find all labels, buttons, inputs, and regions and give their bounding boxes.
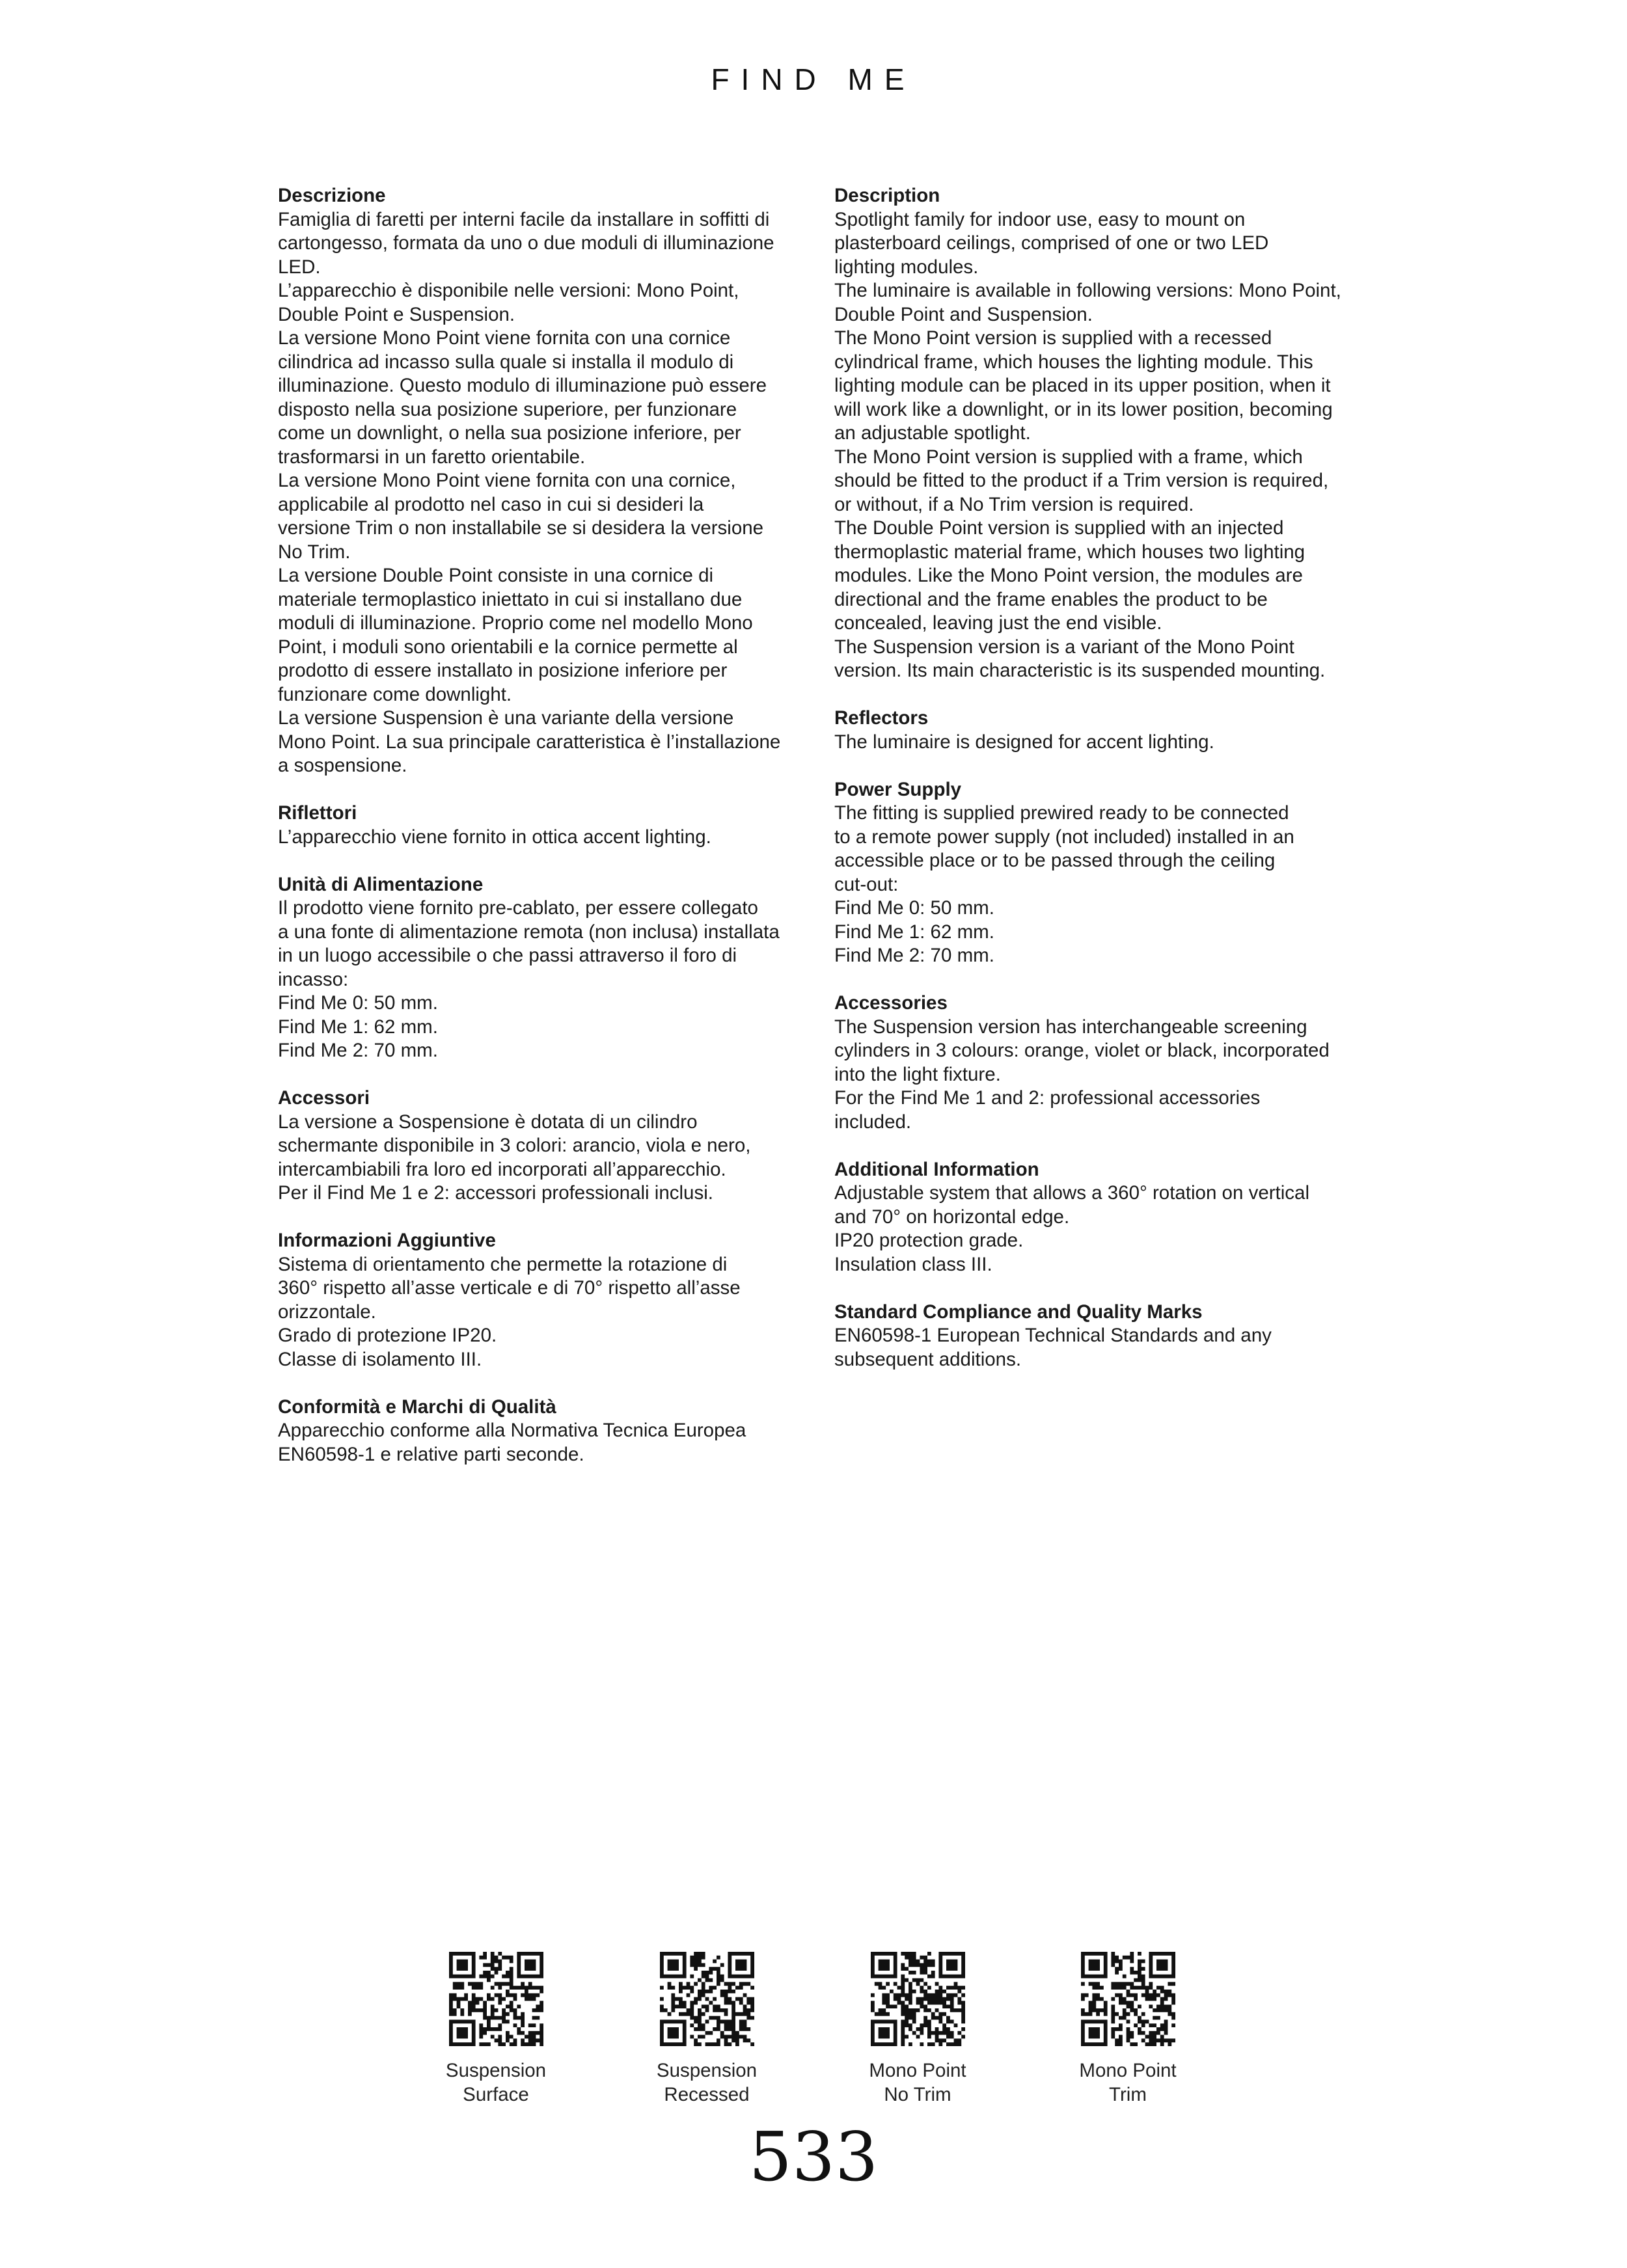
qr-code-icon xyxy=(660,1952,754,2046)
qr-code-item[interactable] xyxy=(1043,1952,1212,2107)
section-text-line: thermoplastic material frame, which houses two lighting xyxy=(834,541,1306,563)
section-text-line: Classe di isolamento III. xyxy=(278,1348,482,1370)
spec-section xyxy=(834,992,1368,1134)
section-text-line: EN60598-1 European Technical Standards and any xyxy=(834,1325,1272,1346)
qr-label-line: Suspension xyxy=(656,2060,758,2081)
section-text-line: Find Me 0: 50 mm. xyxy=(834,897,994,919)
section-heading: Reflectors xyxy=(834,707,929,729)
section-text-line: La versione a Sospensione è dotata di un cilindro xyxy=(278,1111,698,1133)
section-text-line: 360° rispetto all’asse verticale e di 70° rispetto all’asse xyxy=(278,1277,741,1299)
section-text-line: Double Point e Suspension. xyxy=(278,303,515,325)
qr-label-line: Trim xyxy=(1109,2083,1147,2105)
spec-section xyxy=(834,1158,1368,1277)
spec-section xyxy=(278,873,812,1063)
section-text-line: Il prodotto viene fornito pre-cablato, per essere collegato xyxy=(278,897,758,919)
section-text-line: Mono Point. La sua principale caratteristica è l’installazione xyxy=(278,731,781,753)
section-heading: Accessori xyxy=(278,1087,370,1109)
section-text-line: L’apparecchio viene fornito in ottica accent lighting. xyxy=(278,826,711,848)
section-text-line: Grado di protezione IP20. xyxy=(278,1325,497,1346)
spec-section xyxy=(278,1087,812,1206)
section-text-line: Find Me 1: 62 mm. xyxy=(834,921,994,943)
spec-section xyxy=(278,802,812,849)
section-text-line: an adjustable spotlight. xyxy=(834,422,1031,444)
section-text-line: should be fitted to the product if a Trim version is required, xyxy=(834,470,1329,491)
qr-code-icon xyxy=(1081,1952,1175,2046)
section-text-line: The fitting is supplied prewired ready to be connected xyxy=(834,802,1289,824)
section-text-line: LED. xyxy=(278,256,321,278)
section-text-line: No Trim. xyxy=(278,541,351,563)
section-text-line: subsequent additions. xyxy=(834,1348,1022,1370)
section-heading: Unità di Alimentazione xyxy=(278,873,484,895)
section-text-line: La versione Mono Point viene fornita con una cornice xyxy=(278,327,731,349)
section-text-line: Find Me 2: 70 mm. xyxy=(834,945,994,966)
section-text-line: Famiglia di faretti per interni facile da installare in soffitti di xyxy=(278,208,770,230)
section-heading: Accessories xyxy=(834,992,948,1014)
spec-section xyxy=(834,1301,1368,1372)
section-text-line: a una fonte di alimentazione remota (non inclusa) installata xyxy=(278,921,780,943)
section-heading: Standard Compliance and Quality Marks xyxy=(834,1301,1203,1323)
section-text-line: Point, i moduli sono orientabili e la cornice permette al xyxy=(278,636,738,658)
section-heading: Additional Information xyxy=(834,1158,1039,1180)
section-text-line: in un luogo accessibile o che passi attraverso il foro di xyxy=(278,945,737,966)
section-text-line: cartongesso, formata da uno o due moduli di illuminazione xyxy=(278,232,774,254)
section-text-line: The luminaire is available in following versions: Mono Point, xyxy=(834,280,1341,301)
qr-label-line: Mono Point xyxy=(869,2060,966,2081)
spec-section xyxy=(834,778,1368,968)
section-text-line: The Suspension version has interchangeable screening xyxy=(834,1016,1307,1038)
section-text-line: For the Find Me 1 and 2: professional accessories xyxy=(834,1087,1261,1109)
section-heading: Description xyxy=(834,185,940,206)
qr-code-label xyxy=(833,2059,1002,2107)
section-text-line: The luminaire is designed for accent lighting. xyxy=(834,731,1214,753)
section-text-line: included. xyxy=(834,1111,912,1133)
page-title: FIND ME xyxy=(711,62,916,96)
qr-label-line: No Trim xyxy=(884,2083,951,2105)
section-text-line: lighting modules. xyxy=(834,256,979,278)
section-text-line: come un downlight, o nella sua posizione inferiore, per xyxy=(278,422,741,444)
section-text-line: a sospensione. xyxy=(278,755,407,776)
section-text-line: schermante disponibile in 3 colori: arancio, viola e nero, xyxy=(278,1135,751,1156)
section-text-line: versione Trim o non installabile se si desidera la versione xyxy=(278,517,764,539)
section-text-line: illuminazione. Questo modulo di illuminazione può essere xyxy=(278,375,767,396)
section-text-line: Double Point and Suspension. xyxy=(834,303,1093,325)
section-text-line: plasterboard ceilings, comprised of one or two LED xyxy=(834,232,1269,254)
section-text-line: The Mono Point version is supplied with a frame, which xyxy=(834,446,1303,468)
section-text-line: applicabile al prodotto nel caso in cui si desideri la xyxy=(278,493,704,515)
section-text-line: and 70° on horizontal edge. xyxy=(834,1206,1070,1228)
section-text-line: Find Me 1: 62 mm. xyxy=(278,1016,438,1038)
section-text-line: cylinders in 3 colours: orange, violet or black, incorporated xyxy=(834,1040,1330,1061)
section-text-line: Spotlight family for indoor use, easy to mount on xyxy=(834,208,1246,230)
section-text-line: to a remote power supply (not included) installed in an xyxy=(834,826,1294,848)
section-heading: Descrizione xyxy=(278,185,386,206)
spec-section xyxy=(278,1396,812,1467)
qr-code-icon xyxy=(449,1952,543,2046)
section-text-line: directional and the frame enables the product to be xyxy=(834,588,1268,610)
qr-label-line: Suspension xyxy=(445,2060,547,2081)
section-text-line: La versione Mono Point viene fornita con una cornice, xyxy=(278,470,736,491)
section-text-line: prodotto di essere installato in posizione inferiore per xyxy=(278,660,728,681)
qr-code-label xyxy=(622,2059,791,2107)
spec-section xyxy=(834,184,1368,683)
section-text-line: IP20 protection grade. xyxy=(834,1230,1024,1251)
section-text-line: Find Me 0: 50 mm. xyxy=(278,992,438,1014)
section-text-line: materiale termoplastico iniettato in cui si installano due xyxy=(278,588,743,610)
section-text-line: disposto nella sua posizione superiore, per funzionare xyxy=(278,398,737,420)
section-text-line: cilindrica ad incasso sulla quale si installa il modulo di xyxy=(278,351,734,373)
section-text-line: version. Its main characteristic is its suspended mounting. xyxy=(834,660,1326,681)
section-heading: Informazioni Aggiuntive xyxy=(278,1230,496,1251)
section-heading: Conformità e Marchi di Qualità xyxy=(278,1396,556,1418)
section-text-line: orizzontale. xyxy=(278,1301,376,1323)
section-text-line: The Mono Point version is supplied with a recessed xyxy=(834,327,1272,349)
qr-code-item[interactable] xyxy=(833,1952,1002,2107)
section-text-line: incasso: xyxy=(278,968,349,990)
section-text-line: The Double Point version is supplied with an injected xyxy=(834,517,1284,539)
section-text-line: will work like a downlight, or in its lower position, becoming xyxy=(834,398,1333,420)
qr-code-label xyxy=(411,2059,581,2107)
section-text-line: La versione Suspension è una variante della versione xyxy=(278,707,734,729)
page-number: 533 xyxy=(748,2117,879,2196)
section-text-line: into the light fixture. xyxy=(834,1063,1001,1085)
spec-section xyxy=(278,184,812,778)
qr-code-icon xyxy=(871,1952,965,2046)
section-text-line: trasformarsi in un faretto orientabile. xyxy=(278,446,586,468)
qr-code-item[interactable] xyxy=(411,1952,581,2107)
english-specs-column xyxy=(834,184,1368,1396)
section-text-line: EN60598-1 e relative parti seconde. xyxy=(278,1443,584,1465)
qr-code-item[interactable] xyxy=(622,1952,791,2107)
section-text-line: lighting module can be placed in its upper position, when it xyxy=(834,375,1331,396)
section-text-line: Adjustable system that allows a 360° rotation on vertical xyxy=(834,1182,1310,1204)
qr-label-line: Recessed xyxy=(664,2083,750,2105)
section-text-line: moduli di illuminazione. Proprio come nel modello Mono xyxy=(278,612,753,634)
qr-label-line: Surface xyxy=(463,2083,529,2105)
section-text-line: modules. Like the Mono Point version, the modules are xyxy=(834,565,1303,586)
section-text-line: Sistema di orientamento che permette la rotazione di xyxy=(278,1253,728,1275)
qr-code-label xyxy=(1043,2059,1212,2107)
section-text-line: The Suspension version is a variant of the Mono Point xyxy=(834,636,1294,658)
section-heading: Power Supply xyxy=(834,778,962,800)
section-text-line: L’apparecchio è disponibile nelle versioni: Mono Point, xyxy=(278,280,739,301)
section-text-line: intercambiabili fra loro ed incorporati all’apparecchio. xyxy=(278,1158,726,1180)
italian-specs-column xyxy=(278,184,812,1491)
section-text-line: Per il Find Me 1 e 2: accessori professionali inclusi. xyxy=(278,1182,713,1204)
section-text-line: cut-out: xyxy=(834,873,899,895)
spec-section xyxy=(278,1229,812,1371)
section-text-line: funzionare come downlight. xyxy=(278,683,512,705)
section-text-line: La versione Double Point consiste in una cornice di xyxy=(278,565,714,586)
section-text-line: or without, if a No Trim version is required. xyxy=(834,493,1194,515)
section-text-line: Apparecchio conforme alla Normativa Tecnica Europea xyxy=(278,1420,746,1441)
section-text-line: Insulation class III. xyxy=(834,1253,992,1275)
section-text-line: concealed, leaving just the end visible. xyxy=(834,612,1162,634)
section-heading: Riflettori xyxy=(278,802,357,824)
section-text-line: Find Me 2: 70 mm. xyxy=(278,1040,438,1061)
section-text-line: accessible place or to be passed through the ceiling xyxy=(834,850,1276,871)
section-text-line: cylindrical frame, which houses the lighting module. This xyxy=(834,351,1313,373)
qr-label-line: Mono Point xyxy=(1079,2060,1177,2081)
spec-section xyxy=(834,707,1368,754)
